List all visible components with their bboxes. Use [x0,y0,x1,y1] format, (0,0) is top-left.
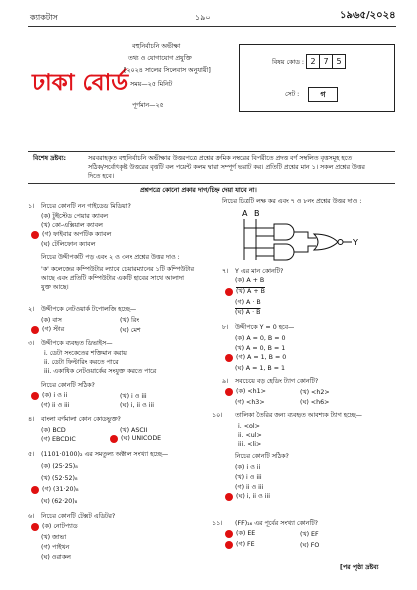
answer-option[interactable]: (ঘ) i, ii ও iii [225,493,270,501]
statement: ii. ডেটা ফিল্টারিং করতে পারে [44,359,119,366]
question-number: ৪। [28,416,35,423]
filled-bubble-icon [31,231,39,239]
question-text: উদ্দীপকে ব্যবহৃত ডিভাইস— [41,340,113,347]
question-number: ৭। [222,268,229,275]
option[interactable]: (খ) i ও iii [235,474,262,481]
statement: iii. একাধিক নেটওয়ার্কের সংযুক্ত করতে পারে [44,368,157,375]
filled-bubble-icon [31,486,39,494]
question-number: ৯। [222,378,229,385]
subject-code-label: বিষয় কোড : [272,59,305,66]
option[interactable]: (ঘ) A = 1, B = 1 [235,365,286,372]
question-number: ১১। [212,520,223,527]
option[interactable]: (ঘ) (62·20)₈ [41,498,78,505]
exam-syllabus: [২০২৪ সালের সিলেবাস অনুযায়ী] [124,67,211,74]
header-rule [28,26,396,27]
subject-code-digits [306,54,346,69]
statement: iii. <li> [238,441,262,448]
option[interactable]: (ঘ) <h6> [300,399,330,406]
answer-option[interactable]: (ক) <h1> [225,388,266,396]
option[interactable]: (খ) (52·52)₈ [41,475,78,482]
input-a-label: A [242,209,248,218]
option[interactable]: (ক) BCD [41,427,66,434]
exam-time: সময়—২৫ মিনিট [130,81,173,88]
exam-subject: তথ্য ও যোগাযোগ প্রযুক্তি [128,55,192,62]
stimulus-line: 'ক' কলেজের কম্পিউটার ল্যাবে চেয়ারম্যানের ১টি কম্পিউটার [41,266,194,273]
notice-title: বিশেষ দ্রষ্টব্য: [33,155,67,162]
option[interactable]: (ক) বাস [41,317,62,324]
question-number: ৩। [28,340,35,347]
page-number: ১৯০ [195,13,211,22]
option[interactable]: (খ) i ও iii [120,393,147,400]
statement: ii. <ul> [238,432,262,439]
question-text: উদ্দীপকে নেটওয়ার্ক টপোলজি হচ্ছে— [41,306,137,313]
question-number: ১। [28,203,35,210]
option[interactable]: (খ) রিং [120,317,140,324]
filled-bubble-icon [110,435,118,443]
option[interactable]: (খ) কো-এক্সিয়াল ক্যাবল [41,222,103,229]
option[interactable]: (ক) i ও ii [235,464,261,471]
stimulus-heading: নিচের চিত্রটি লক্ষ কর এবং ৭ ও ৮নং প্রশ্নের উত্তর দাও : [222,198,362,205]
stimulus-heading: নিচের উদ্দীপকটি পড় এবং ২ ও ৩নং প্রশ্নের উত্তর দাও : [41,254,180,261]
question-number: ২। [28,306,35,313]
option[interactable]: (ক) টুইস্টেড পেয়ার ক্যাবল [41,213,108,220]
answer-option[interactable]: (গ) ফাইবার অপটিক ক্যাবল [31,231,111,239]
question-number: ৮। [222,324,229,331]
stimulus-line: যুক্ত আছে। [41,284,69,291]
question-text: Y এর মান কোনটি? [235,268,284,275]
logic-circuit-diagram [234,208,364,266]
option[interactable]: (খ) <h2> [300,389,330,396]
answer-option[interactable]: (গ) স্টার [31,326,64,334]
filled-bubble-icon [31,392,39,400]
filled-bubble-icon [31,326,39,334]
question-number: ১০। [212,412,223,419]
question-text: (1101·0100)₂ এর সমতুল্য অক্টাল সংখ্যা হচ্ছে— [41,451,169,458]
stimulus-line: আছে এবং প্রতিটি কম্পিউটার একটি হাবের সাথে আলাদা [41,275,184,282]
option[interactable]: (খ) EF [300,531,319,538]
filled-bubble-icon [31,523,39,531]
code-digit: 2 [306,54,320,69]
filled-bubble-icon [225,530,233,538]
code-digit: 5 [333,54,346,69]
input-b-label: B [254,209,260,218]
statement: i. ডেটা সংকেতের শক্তিমান করায় [44,350,127,357]
option[interactable]: (গ) EBCDIC [41,436,76,443]
filled-bubble-icon [225,493,233,501]
option[interactable]: (খ) ASCII [120,427,148,434]
footer-note: [পর পৃষ্ঠা দ্রষ্টব্য [340,564,379,571]
option[interactable]: (ক) (25·25)₈ [41,463,78,470]
board-title: ঢাকা বোর্ড [32,70,129,96]
filled-bubble-icon [225,288,233,296]
question-text: নিচের কোনটি টেক্সট এডিটর? [41,513,116,520]
filled-bubble-icon [225,388,233,396]
question-prompt: নিচের কোনটি সঠিক? [41,382,95,389]
answer-option[interactable]: (ক) নোটপ্যাড [31,523,77,531]
question-number: ৬। [28,513,35,520]
answer-option[interactable]: (খ) A + B [225,288,265,296]
option[interactable]: (ঘ) A · B [235,309,261,316]
filled-bubble-icon [225,541,233,549]
instruction: প্রশ্নপত্রে কোনো প্রকার দাগ/চিহ্ন দেয়া যাবে না। [140,187,257,194]
output-y-label: Y [353,238,358,247]
question-text: (FF)₁₆ এর পূর্বের সংখ্যা কোনটি? [235,520,319,527]
set-value: গ [308,87,338,102]
notice-line: সরবরাহকৃত বহুনির্বাচনি অভীক্ষার উত্তরপত্রে প্রশ্নের ক্রমিক নম্বরের বিপরীতে প্রদত্ত বর্ণ সম্বলিত বৃত্তসমূহ হতে [88,155,352,162]
header-right: ১৯৬৫/২০২৪ [340,10,396,21]
question-number: ৫। [28,451,35,458]
question-text: উদ্দীপকে Y = 0 হবে— [235,324,295,331]
notice-line: দিতে হবে। [88,173,114,180]
option[interactable]: (ঘ) টেলিফোন ক্যাবল [41,241,96,248]
option[interactable]: (ক) A + B [235,277,265,284]
statement: i. <ol> [238,423,260,430]
option[interactable]: (গ) <h3> [235,399,265,406]
option[interactable]: (ক) A = 0, B = 0 [235,335,286,342]
set-label: সেট : [285,91,300,98]
option[interactable]: (গ) A · B [235,299,261,306]
question-text: বাংলা বর্ণমালা কোন কোডভুক্ত? [41,416,121,423]
option[interactable]: (খ) A = 0, B = 1 [235,345,286,352]
header-left: ক্যাকটাস [30,13,58,22]
answer-option[interactable]: (ঘ) UNICODE [110,435,161,443]
option[interactable]: (গ) পাইথন [41,544,70,551]
answer-option[interactable]: (গ) FE [225,541,255,549]
option[interactable]: (খ) জাভা [41,534,67,541]
exam-type: বহুনির্বাচনি অভীক্ষা [132,43,181,50]
option[interactable]: (গ) ii ও iii [41,402,70,409]
question-prompt: নিচের কোনটি সঠিক? [235,453,289,460]
option[interactable]: (গ) ii ও iii [235,484,264,491]
option[interactable]: (ঘ) মেশ [120,327,141,334]
code-digit: 7 [320,54,333,69]
exam-marks: পূর্ণমান—২৫ [132,102,164,109]
option[interactable]: (ঘ) FO [300,542,320,549]
option[interactable]: (ঘ) i, ii ও iii [120,402,154,409]
question-text: সবচেয়ে বড় হেডিং ট্যাগ কোনটি? [235,378,319,385]
notice-line: সঠিক/সর্বোৎকৃষ্ট উত্তরের বৃত্তটি বল পয়েন্ট কলম দ্বারা সম্পূর্ণ ভরাট কর। প্রতিটি প্রশ্নের মান ১। সকল প্রশ্নের উত্তর [88,164,365,171]
filled-bubble-icon [225,354,233,362]
answer-option[interactable]: (ক) i ও ii [31,392,67,400]
answer-option[interactable]: (ক) EE [225,530,255,538]
option[interactable]: (ঘ) ওরাকল [41,554,71,561]
question-text: নিচের কোনটি নন গাইডেড মিডিয়া? [41,203,131,210]
answer-option[interactable]: (গ) (31·20)₈ [31,486,79,494]
question-text: তালিকা তৈরির জন্য ব্যবহৃত আবশ্যক ট্যাগ হচ্ছে— [235,412,362,419]
answer-option[interactable]: (গ) A = 1, B = 0 [225,354,286,362]
